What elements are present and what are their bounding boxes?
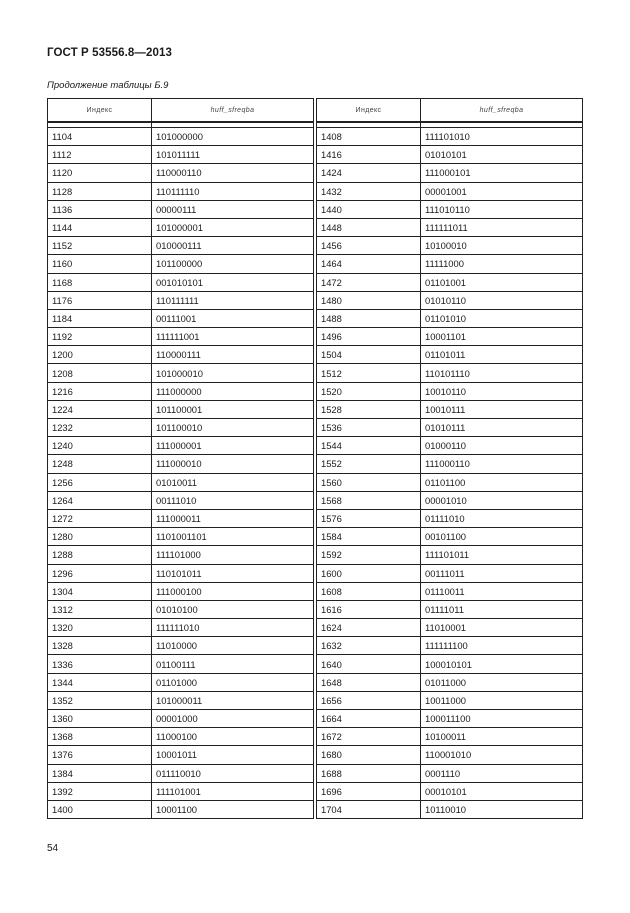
- cell-value: 110111111: [152, 291, 314, 309]
- table-row: [48, 473, 314, 491]
- cell-index: 1624: [317, 619, 421, 637]
- table-row: [48, 637, 314, 655]
- table-row: [48, 382, 314, 400]
- cell-index: 1216: [48, 382, 152, 400]
- cell-value: 101000010: [152, 364, 314, 382]
- cell-index: 1528: [317, 400, 421, 418]
- table-row: [48, 655, 314, 673]
- cell-index: 1376: [48, 746, 152, 764]
- cell-value: 10001100: [152, 800, 314, 818]
- cell-value: 00001000: [152, 710, 314, 728]
- table-row: [48, 800, 314, 818]
- cell-value: 10010111: [421, 400, 583, 418]
- table-row: [48, 710, 314, 728]
- table-row: [317, 528, 583, 546]
- table-row: [317, 164, 583, 182]
- cell-value: 11010001: [421, 619, 583, 637]
- cell-index: 1352: [48, 691, 152, 709]
- cell-value: 110111110: [152, 182, 314, 200]
- cell-index: 1440: [317, 200, 421, 218]
- cell-value: 111101011: [421, 546, 583, 564]
- cell-value: 110000110: [152, 164, 314, 182]
- cell-value: 11111000: [421, 255, 583, 273]
- table-row: [317, 710, 583, 728]
- cell-index: 1520: [317, 382, 421, 400]
- table-row: [48, 728, 314, 746]
- cell-value: 101000011: [152, 691, 314, 709]
- table-row: [48, 509, 314, 527]
- page-number: 54: [47, 843, 59, 854]
- table-row: [48, 582, 314, 600]
- table-row: [48, 364, 314, 382]
- cell-value: 01010011: [152, 473, 314, 491]
- cell-index: 1128: [48, 182, 152, 200]
- cell-value: 111000100: [152, 582, 314, 600]
- cell-value: 01110011: [421, 582, 583, 600]
- table-row: [317, 382, 583, 400]
- table-row: [48, 491, 314, 509]
- cell-value: 01010101: [421, 146, 583, 164]
- table-row: [317, 637, 583, 655]
- cell-index: 1456: [317, 237, 421, 255]
- cell-index: 1192: [48, 328, 152, 346]
- cell-index: 1120: [48, 164, 152, 182]
- cell-value: 111101010: [421, 128, 583, 146]
- cell-index: 1320: [48, 619, 152, 637]
- cell-index: 1648: [317, 673, 421, 691]
- cell-index: 1488: [317, 309, 421, 327]
- cell-value: 101011111: [152, 146, 314, 164]
- table-row: [317, 200, 583, 218]
- cell-index: 1200: [48, 346, 152, 364]
- cell-value: 00001001: [421, 182, 583, 200]
- cell-value: 10001011: [152, 746, 314, 764]
- cell-index: 1432: [317, 182, 421, 200]
- table-row: [48, 437, 314, 455]
- cell-value: 10100011: [421, 728, 583, 746]
- table-row: [48, 164, 314, 182]
- cell-value: 1101001101: [152, 528, 314, 546]
- cell-index: 1640: [317, 655, 421, 673]
- table-columns: [47, 98, 583, 819]
- table-row: [317, 328, 583, 346]
- cell-index: 1176: [48, 291, 152, 309]
- column-header-value: huff_sfreqba: [421, 99, 583, 123]
- cell-index: 1480: [317, 291, 421, 309]
- document-header: ГОСТ Р 53556.8—2013: [47, 47, 172, 59]
- cell-value: 0001110: [421, 764, 583, 782]
- table-row: [48, 237, 314, 255]
- table-row: [317, 419, 583, 437]
- cell-index: 1256: [48, 473, 152, 491]
- cell-value: 101100000: [152, 255, 314, 273]
- cell-value: 111010110: [421, 200, 583, 218]
- table-row: [48, 146, 314, 164]
- cell-index: 1696: [317, 782, 421, 800]
- table-row: [317, 655, 583, 673]
- cell-index: 1424: [317, 164, 421, 182]
- table-row: [48, 128, 314, 146]
- table-row: [317, 364, 583, 382]
- table-caption: Продолжение таблицы Б.9: [47, 80, 169, 91]
- cell-index: 1584: [317, 528, 421, 546]
- table-row: [317, 273, 583, 291]
- cell-value: 10001101: [421, 328, 583, 346]
- table-row: [48, 346, 314, 364]
- cell-value: 01000110: [421, 437, 583, 455]
- cell-value: 111101000: [152, 546, 314, 564]
- codebook-table: [47, 98, 583, 819]
- cell-value: 00111001: [152, 309, 314, 327]
- cell-value: 01011000: [421, 673, 583, 691]
- cell-value: 01010100: [152, 600, 314, 618]
- table-row: [317, 128, 583, 146]
- cell-value: 101100001: [152, 400, 314, 418]
- cell-index: 1336: [48, 655, 152, 673]
- table-row: [317, 800, 583, 818]
- cell-value: 110001010: [421, 746, 583, 764]
- cell-index: 1160: [48, 255, 152, 273]
- table-row: [48, 328, 314, 346]
- table-row: [48, 200, 314, 218]
- cell-value: 10011000: [421, 691, 583, 709]
- cell-value: 00101100: [421, 528, 583, 546]
- table-row: [317, 218, 583, 236]
- table-row: [317, 437, 583, 455]
- table-row: [317, 764, 583, 782]
- cell-index: 1680: [317, 746, 421, 764]
- cell-value: 110000111: [152, 346, 314, 364]
- table-row: [317, 582, 583, 600]
- cell-value: 111111011: [421, 218, 583, 236]
- cell-value: 111000001: [152, 437, 314, 455]
- cell-value: 00111010: [152, 491, 314, 509]
- cell-value: 00000111: [152, 200, 314, 218]
- table-row: [317, 455, 583, 473]
- table-row: [317, 509, 583, 527]
- cell-index: 1664: [317, 710, 421, 728]
- cell-index: 1296: [48, 564, 152, 582]
- cell-value: 111000011: [152, 509, 314, 527]
- table-row: [48, 291, 314, 309]
- table-row: [48, 455, 314, 473]
- cell-value: 110101110: [421, 364, 583, 382]
- table-row: [48, 182, 314, 200]
- table-row: [317, 400, 583, 418]
- cell-value: 00001010: [421, 491, 583, 509]
- column-header-value: huff_sfreqba: [152, 99, 314, 123]
- cell-index: 1464: [317, 255, 421, 273]
- cell-index: 1344: [48, 673, 152, 691]
- cell-value: 011110010: [152, 764, 314, 782]
- cell-index: 1232: [48, 419, 152, 437]
- cell-index: 1368: [48, 728, 152, 746]
- table-row: [48, 255, 314, 273]
- cell-index: 1600: [317, 564, 421, 582]
- table-row: [317, 473, 583, 491]
- cell-index: 1512: [317, 364, 421, 382]
- cell-index: 1448: [317, 218, 421, 236]
- table-row: [317, 491, 583, 509]
- cell-index: 1248: [48, 455, 152, 473]
- cell-value: 01111010: [421, 509, 583, 527]
- table-row: [317, 291, 583, 309]
- table-row: [48, 419, 314, 437]
- table-row: [317, 346, 583, 364]
- cell-value: 111000000: [152, 382, 314, 400]
- cell-index: 1136: [48, 200, 152, 218]
- cell-value: 00111011: [421, 564, 583, 582]
- cell-value: 01101010: [421, 309, 583, 327]
- table-row: [317, 546, 583, 564]
- cell-index: 1144: [48, 218, 152, 236]
- cell-value: 111111010: [152, 619, 314, 637]
- cell-index: 1288: [48, 546, 152, 564]
- cell-value: 10010110: [421, 382, 583, 400]
- table-row: [317, 309, 583, 327]
- cell-index: 1304: [48, 582, 152, 600]
- cell-index: 1104: [48, 128, 152, 146]
- cell-value: 111101001: [152, 782, 314, 800]
- cell-index: 1552: [317, 455, 421, 473]
- cell-index: 1576: [317, 509, 421, 527]
- cell-index: 1608: [317, 582, 421, 600]
- cell-index: 1264: [48, 491, 152, 509]
- cell-index: 1656: [317, 691, 421, 709]
- table-left-half: [47, 98, 314, 819]
- cell-index: 1560: [317, 473, 421, 491]
- table-row: [317, 782, 583, 800]
- cell-value: 01010111: [421, 419, 583, 437]
- cell-value: 00010101: [421, 782, 583, 800]
- cell-value: 111000010: [152, 455, 314, 473]
- cell-value: 01101011: [421, 346, 583, 364]
- table-row: [48, 273, 314, 291]
- table-row: [48, 746, 314, 764]
- table-row: [48, 691, 314, 709]
- cell-index: 1544: [317, 437, 421, 455]
- cell-value: 101000001: [152, 218, 314, 236]
- cell-value: 01100111: [152, 655, 314, 673]
- cell-index: 1392: [48, 782, 152, 800]
- cell-index: 1592: [317, 546, 421, 564]
- cell-value: 10110010: [421, 800, 583, 818]
- cell-value: 11000100: [152, 728, 314, 746]
- cell-index: 1312: [48, 600, 152, 618]
- cell-value: 101000000: [152, 128, 314, 146]
- cell-index: 1496: [317, 328, 421, 346]
- table-row: [317, 182, 583, 200]
- table-row: [317, 691, 583, 709]
- table-row: [48, 528, 314, 546]
- table-row: [48, 673, 314, 691]
- table-row: [317, 600, 583, 618]
- table-row: [48, 600, 314, 618]
- cell-index: 1688: [317, 764, 421, 782]
- table-body-left: [48, 122, 314, 819]
- cell-index: 1152: [48, 237, 152, 255]
- cell-value: 11010000: [152, 637, 314, 655]
- cell-index: 1400: [48, 800, 152, 818]
- cell-value: 110101011: [152, 564, 314, 582]
- cell-value: 010000111: [152, 237, 314, 255]
- column-header-index: Индекс: [48, 99, 152, 123]
- cell-index: 1112: [48, 146, 152, 164]
- cell-value: 100011100: [421, 710, 583, 728]
- column-header-index: Индекс: [317, 99, 421, 123]
- cell-index: 1536: [317, 419, 421, 437]
- cell-value: 01010110: [421, 291, 583, 309]
- cell-value: 111000110: [421, 455, 583, 473]
- cell-index: 1632: [317, 637, 421, 655]
- table-row: [48, 218, 314, 236]
- cell-index: 1272: [48, 509, 152, 527]
- table-row: [317, 146, 583, 164]
- table-row: [317, 746, 583, 764]
- table-row: [48, 782, 314, 800]
- table-row: [317, 728, 583, 746]
- cell-index: 1704: [317, 800, 421, 818]
- cell-index: 1360: [48, 710, 152, 728]
- cell-value: 111000101: [421, 164, 583, 182]
- cell-value: 01101100: [421, 473, 583, 491]
- cell-value: 001010101: [152, 273, 314, 291]
- cell-index: 1384: [48, 764, 152, 782]
- cell-value: 111111001: [152, 328, 314, 346]
- cell-value: 01101000: [152, 673, 314, 691]
- cell-value: 101100010: [152, 419, 314, 437]
- table-row: [317, 673, 583, 691]
- cell-index: 1184: [48, 309, 152, 327]
- cell-index: 1328: [48, 637, 152, 655]
- table-row: [48, 619, 314, 637]
- cell-index: 1408: [317, 128, 421, 146]
- cell-value: 01101001: [421, 273, 583, 291]
- cell-value: 111111100: [421, 637, 583, 655]
- cell-index: 1616: [317, 600, 421, 618]
- cell-index: 1472: [317, 273, 421, 291]
- table-body-right: [317, 122, 583, 819]
- table-row: [317, 255, 583, 273]
- cell-value: 10100010: [421, 237, 583, 255]
- table-row: [48, 764, 314, 782]
- table-row: [317, 619, 583, 637]
- cell-index: 1504: [317, 346, 421, 364]
- table-row: [48, 309, 314, 327]
- cell-value: 100010101: [421, 655, 583, 673]
- cell-index: 1168: [48, 273, 152, 291]
- cell-index: 1224: [48, 400, 152, 418]
- table-row: [317, 237, 583, 255]
- cell-index: 1672: [317, 728, 421, 746]
- table-row: [317, 564, 583, 582]
- table-row: [48, 546, 314, 564]
- table-right-half: [316, 98, 583, 819]
- cell-index: 1280: [48, 528, 152, 546]
- cell-index: 1416: [317, 146, 421, 164]
- cell-index: 1208: [48, 364, 152, 382]
- cell-index: 1240: [48, 437, 152, 455]
- table-row: [48, 400, 314, 418]
- table-header-row: [317, 99, 583, 123]
- table-header-row: [48, 99, 314, 123]
- cell-value: 01111011: [421, 600, 583, 618]
- cell-index: 1568: [317, 491, 421, 509]
- table-row: [48, 564, 314, 582]
